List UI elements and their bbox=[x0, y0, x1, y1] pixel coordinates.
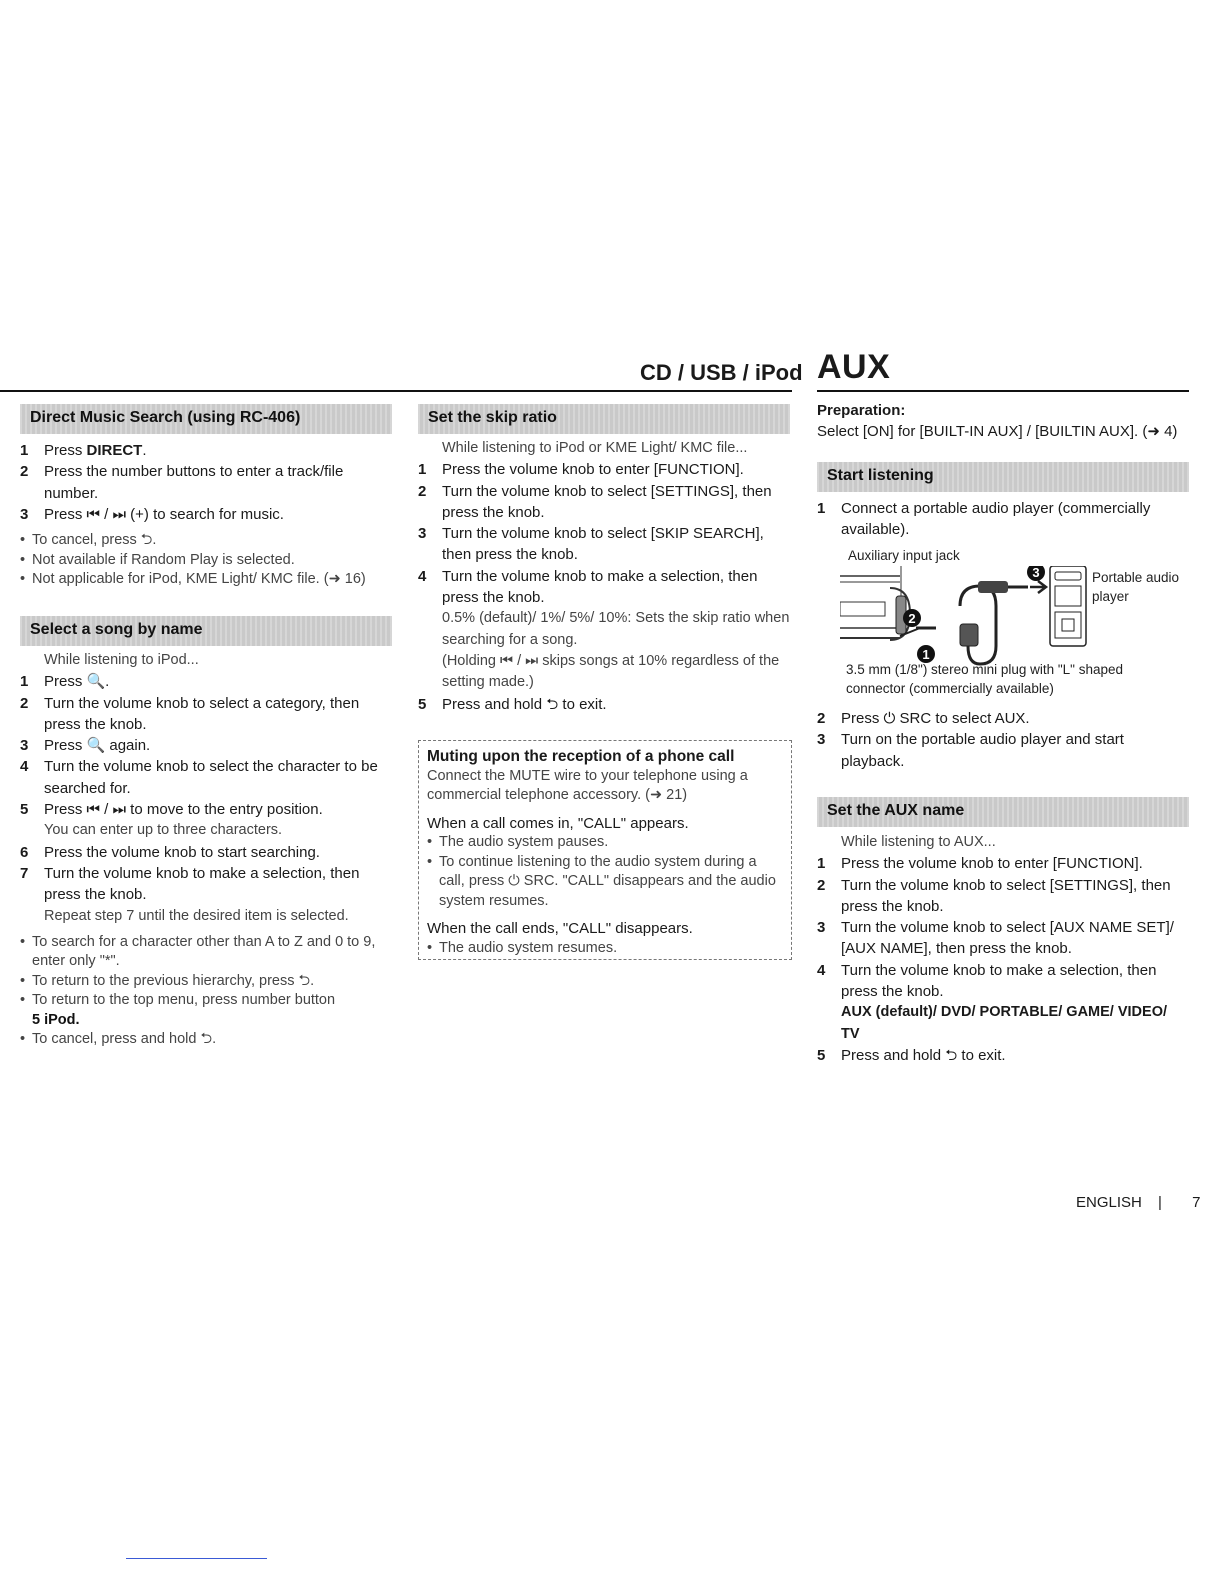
step-item: 3 Press 🔍 again. bbox=[20, 737, 151, 755]
footer-language: ENGLISH bbox=[1076, 1194, 1142, 1211]
preparation-block bbox=[817, 400, 1189, 443]
section-title: Set the skip ratio bbox=[428, 409, 557, 426]
step-item: 4 Turn the volume knob to make a selection, then press the knob. bbox=[817, 961, 1157, 1001]
step-item: 3 Turn the volume knob to select [SKIP SEARCH], then press the knob. bbox=[418, 525, 764, 564]
header-rule-right bbox=[817, 390, 1189, 392]
section-bar-select-song bbox=[20, 616, 392, 646]
portable-player-label: Portable audio player bbox=[1092, 570, 1180, 604]
note-item: • Not applicable for iPod, KME Light/ KMC file. (➜ 16) bbox=[20, 571, 366, 588]
note-item: 5 iPod. bbox=[32, 1011, 80, 1028]
page-footer bbox=[1076, 1194, 1200, 1211]
page-number: 7 bbox=[1192, 1194, 1201, 1211]
step-item: 1 Connect a portable audio player (commercially available). bbox=[817, 500, 1151, 539]
footer-separator: | bbox=[1158, 1194, 1162, 1211]
step-item: 1 Press 🔍. bbox=[20, 673, 110, 691]
preparation-title: Preparation: bbox=[817, 402, 906, 419]
step-item: 3 Press ⏮ / ⏭ (+) to search for music. bbox=[20, 505, 284, 523]
section-title: Set the AUX name bbox=[827, 802, 965, 819]
step-item: 4 Turn the volume knob to make a selection, then press the knob. bbox=[418, 567, 758, 607]
step-item: 2 Press ⏻ SRC to select AUX. bbox=[817, 710, 1030, 727]
phone-mute-info-box bbox=[418, 740, 792, 960]
section-bar-aux-name bbox=[817, 797, 1189, 827]
step-sub-text: You can enter up to three characters. bbox=[44, 822, 283, 839]
step-item: 6 Press the volume knob to start searching. bbox=[20, 843, 320, 861]
step-item: 1 Press DIRECT. bbox=[20, 442, 147, 459]
section-title: Direct Music Search (using RC-406) bbox=[30, 409, 301, 426]
section-bar-start-listening bbox=[817, 462, 1189, 492]
intro-text: While listening to AUX... bbox=[841, 834, 996, 850]
note-item: • To cancel, press ⮌. bbox=[20, 532, 157, 549]
bottom-link-underline bbox=[126, 1558, 267, 1559]
aux-jack-label: Auxiliary input jack bbox=[848, 548, 960, 563]
section-header-cd-usb-ipod: CD / USB / iPod bbox=[640, 360, 803, 385]
section-bar-direct-search bbox=[20, 404, 392, 434]
marker-3: 3 bbox=[1032, 566, 1040, 580]
select-song-body bbox=[20, 650, 394, 1050]
step-item: 2 Press the number buttons to enter a track/file number. bbox=[20, 463, 344, 502]
marker-1: 1 bbox=[922, 647, 930, 662]
skip-holding-text: (Holding ⏮ / ⏭ skips songs at 10% regardless of the setting made.) bbox=[442, 652, 780, 691]
step-item: 1 Press the volume knob to enter [FUNCTION]. bbox=[817, 855, 1143, 873]
aux-name-options: AUX (default)/ DVD/ PORTABLE/ GAME/ VIDEO/ TV bbox=[841, 1004, 1167, 1042]
step-item: 2 Turn the volume knob to select a category, then press the knob. bbox=[20, 694, 360, 733]
step-item: 5 Press ⏮ / ⏭ to move to the entry position. bbox=[20, 801, 323, 819]
plug-label: 3.5 mm (1/8") stereo mini plug with "L" shaped connector (commercially available) bbox=[846, 662, 1124, 696]
direct-search-body bbox=[20, 440, 392, 590]
box-description: Connect the MUTE wire to your telephone using a commercial telephone accessory. (➜ 21) bbox=[427, 767, 748, 803]
step-item: 2 Turn the volume knob to select [SETTINGS], then press the knob. bbox=[817, 876, 1171, 915]
note-item: • Not available if Random Play is selected. bbox=[20, 551, 295, 568]
start-listening-step1 bbox=[817, 498, 1189, 541]
step-item: 3 Turn the volume knob to select [AUX NAME SET]/ [AUX NAME], then press the knob. bbox=[817, 919, 1174, 958]
note-item: • To search for a character other than A to Z and 0 to 9, enter only "*". bbox=[20, 933, 376, 970]
step-item: 2 Turn the volume knob to select [SETTINGS], then press the knob. bbox=[418, 482, 772, 521]
step-item: 5 Press and hold ⮌ to exit. bbox=[817, 1046, 1006, 1064]
intro-text: While listening to iPod or KME Light/ KMC file... bbox=[442, 440, 748, 456]
step-item: 5 Press and hold ⮌ to exit. bbox=[418, 695, 607, 713]
note-item: • The audio system pauses. bbox=[427, 834, 609, 850]
note-item: • To continue listening to the audio system during a call, press ⏻ SRC. "CALL" disappears and the audio system resumes. bbox=[427, 853, 776, 909]
note-item: • To return to the top menu, press number button bbox=[20, 992, 336, 1009]
header-rule-left bbox=[0, 390, 792, 392]
step-item: 3 Turn on the portable audio player and start playback. bbox=[817, 731, 1124, 770]
section-title: Select a song by name bbox=[30, 621, 203, 638]
section-header-aux: AUX bbox=[817, 348, 891, 386]
intro-text: While listening to iPod... bbox=[44, 652, 199, 668]
marker-2: 2 bbox=[908, 611, 916, 626]
note-item: • To cancel, press and hold ⮌. bbox=[20, 1031, 217, 1048]
section-title: Start listening bbox=[827, 467, 934, 484]
skip-options-text: 0.5% (default)/ 1%/ 5%/ 10%: Sets the skip ratio when searching for a song. bbox=[442, 610, 790, 648]
step-sub-text: Repeat step 7 until the desired item is selected. bbox=[44, 907, 349, 924]
call-ends-text: When the call ends, "CALL" disappears. bbox=[427, 920, 693, 937]
call-appears-text: When a call comes in, "CALL" appears. bbox=[427, 814, 689, 832]
section-bar-skip-ratio bbox=[418, 404, 790, 434]
note-item: • The audio system resumes. bbox=[427, 939, 618, 956]
step-item: 7 Turn the volume knob to make a selection, then press the knob. bbox=[20, 864, 360, 904]
step-item: 1 Press the volume knob to enter [FUNCTION]. bbox=[418, 461, 744, 479]
note-item: • To return to the previous hierarchy, press ⮌. bbox=[20, 972, 315, 989]
aux-connection-diagram bbox=[840, 548, 1190, 698]
preparation-text: Select [ON] for [BUILT-IN AUX] / [BUILTIN AUX]. (➜ 4) bbox=[817, 423, 1178, 441]
step-item: 4 Turn the volume knob to select the character to be searched for. bbox=[20, 758, 378, 797]
start-listening-steps bbox=[817, 708, 1189, 772]
box-title: Muting upon the reception of a phone call bbox=[427, 748, 735, 765]
skip-ratio-body bbox=[418, 438, 790, 715]
aux-name-body bbox=[817, 832, 1189, 1066]
